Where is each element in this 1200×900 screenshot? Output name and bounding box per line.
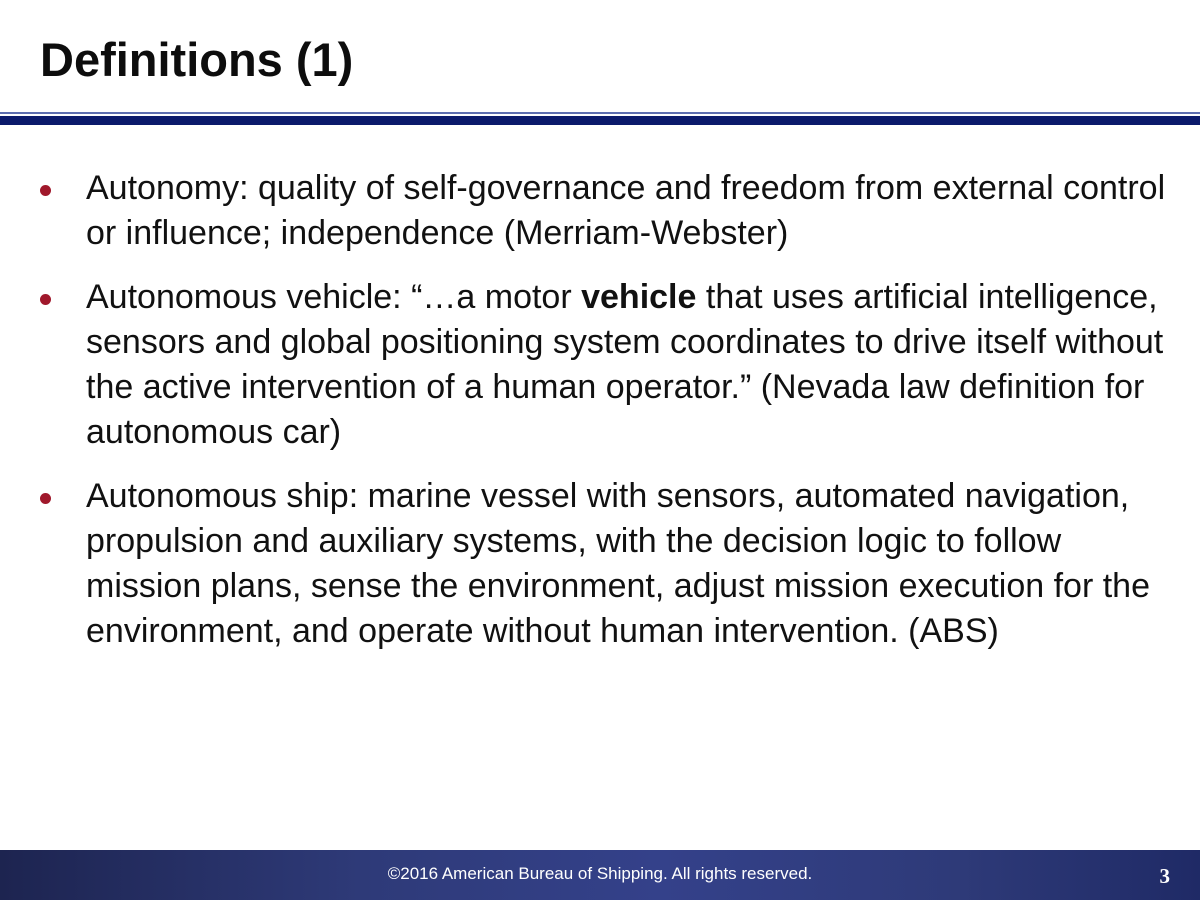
bullet-dot-icon — [40, 294, 51, 305]
bullet-text-bold: vehicle — [581, 278, 697, 316]
title-rule — [0, 116, 1200, 125]
bullet-dot-icon — [40, 493, 51, 504]
footer-bar — [0, 850, 1200, 900]
bullet-list — [40, 166, 1170, 673]
page-number: 3 — [1159, 864, 1170, 888]
bullet-text: Autonomous ship: marine vessel with sensors, automated navigation, propulsion and auxiliary systems, with the decision logic to follow mission plans, sense the environment, adjust mission execution for the environment, and operate without human intervention. (ABS) — [86, 477, 1150, 650]
slide-title: Definitions (1) — [40, 33, 354, 86]
bullet-item-autonomy — [40, 166, 1170, 256]
footer-copyright: ©2016 American Bureau of Shipping. All rights reserved. — [387, 864, 813, 883]
bullet-text-after: that uses artificial intelligence, sensors and global positioning system coordinates to drive itself without the active intervention of a human operator.” (Nevada law definition for autonomous car) — [86, 278, 1164, 451]
bullet-item-autonomous-vehicle — [40, 275, 1170, 455]
bullet-text: Autonomy: quality of self-governance and freedom from external control or influence; independence (Merriam-Webster) — [86, 169, 1166, 252]
bullet-dot-icon — [40, 185, 51, 196]
bullet-text-before: Autonomous vehicle: “…a motor — [86, 278, 582, 316]
bullet-item-autonomous-ship — [40, 474, 1170, 654]
title-rule-thin — [0, 112, 1200, 114]
